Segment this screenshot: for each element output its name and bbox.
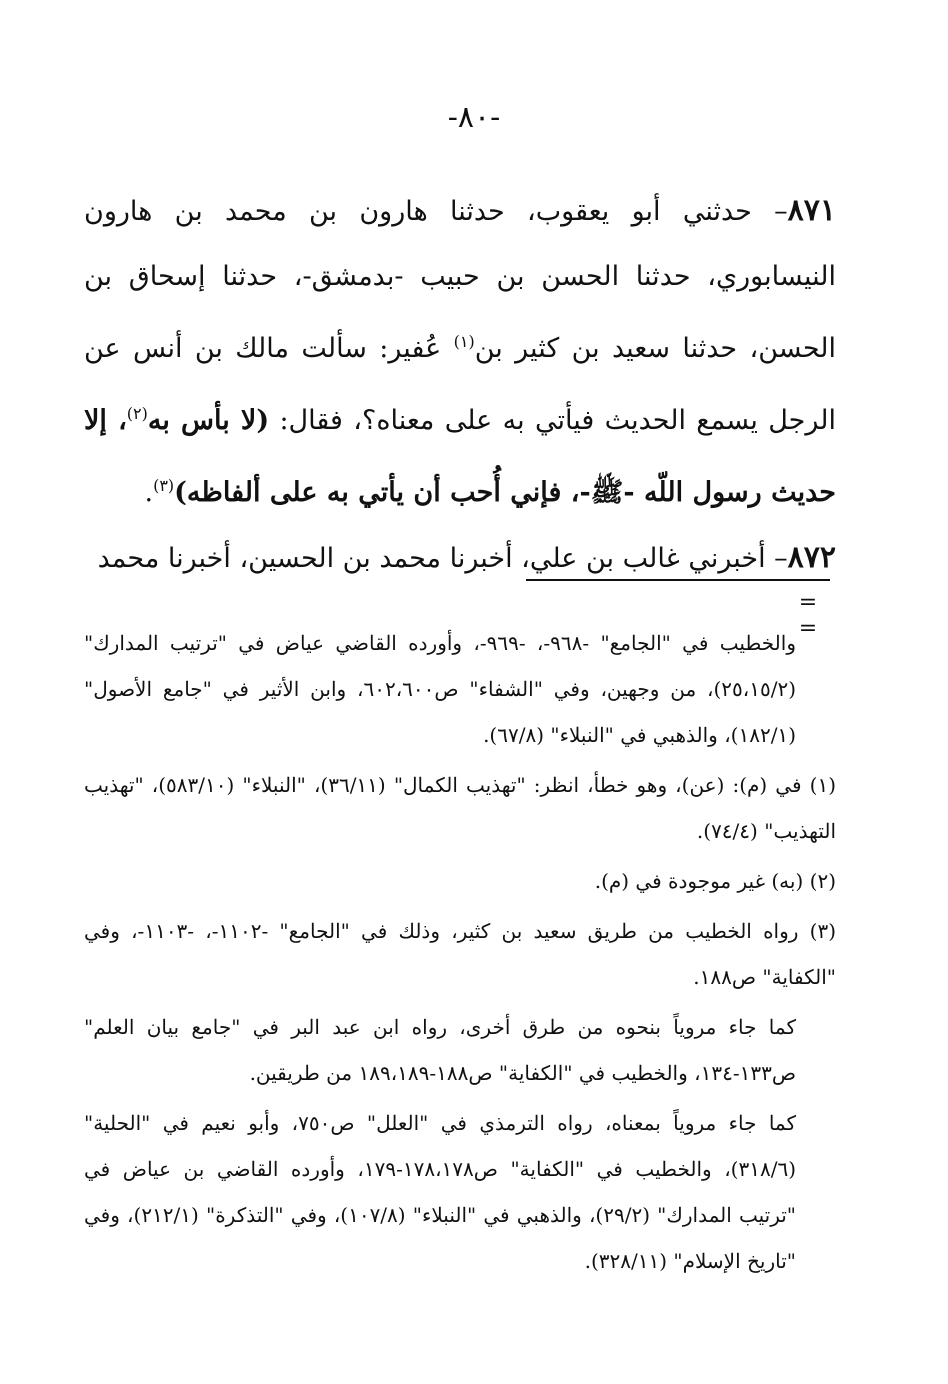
footnote: كما جاء مروياً بنحوه من طرق أخرى، رواه ابن عبد البر في "جامع بيان العلم" ص١٣٣-١٣٤، والخطيب في "الكفاية" ص١٨٨-١٨٩،١٨٩ من طريقين.	[84, 1015, 796, 1085]
hadith-entry	[84, 178, 836, 525]
text-run: – حدثني أبو يعقوب، حدثنا هارون بن محمد بن هارون النيسابوري، حدثنا الحسن بن حبيب -بدمشق-، حدثنا إسحاق بن الحسن، حدثنا سعيد بن كثير بن	[84, 196, 836, 364]
main-text	[84, 178, 836, 591]
text-run: – أخبرني غالب بن علي، أخبرنا محمد بن الحسين، أخبرنا محمد	[97, 543, 788, 574]
footnote: (١) في (م): (عن)، وهو خطأ، انظر: "تهذيب الكمال" (٣٦/١١)، "النبلاء" (٥٨٣/١٠)، "تهذيب التهذيب" (٧٤/٤).	[84, 773, 836, 843]
continuation-mark: = =	[798, 590, 824, 641]
entry-number: ٨٧١	[787, 193, 836, 228]
footnote: (٣) رواه الخطيب من طريق سعيد بن كثير، وذلك في "الجامع" -١١٠٢-، -١١٠٣-، وفي "الكفاية" ص١٨٨.	[84, 919, 837, 989]
quoted-text: ، إلا حديث رسول اللّه -ﷺ-، فإني أُحب أن يأتي به على ألفاظه)	[84, 405, 836, 508]
text-run: عُفير: سألت مالك بن أنس عن الرجل يسمع الحديث فيأتي به على معناه؟، فقال:	[84, 333, 837, 436]
footnote-ref: (٢)	[126, 404, 148, 423]
footnote: كما جاء مروياً بمعناه، رواه الترمذي في "العلل" ص٧٥٠، وأبو نعيم في "الحلية" (٣١٨/٦)، والخطيب في "الكفاية" ص١٧٨،١٧٨-١٧٩، وأورده القاضي بن عياض في "ترتيب المدارك" (٢٩/٢)، والذهبي في "النبلاء" (١٠٧/٨)، وفي "التذكرة" (٢١٢/١)، وفي "تاريخ الإسلام" (٣٢٨/١١).	[84, 1111, 797, 1273]
footnotes	[84, 620, 836, 1288]
footnote: (٢) (به) غير موجودة في (م).	[594, 869, 836, 893]
footnote-ref: (١)	[453, 332, 475, 351]
hadith-entry	[84, 525, 836, 591]
quoted-text: (لا بأس به	[147, 405, 270, 436]
entry-number: ٨٧٢	[787, 540, 836, 575]
text-run: .	[144, 477, 154, 508]
footnote-ref: (٣)	[153, 476, 175, 495]
footnote: والخطيب في "الجامع" -٩٦٨-، -٩٦٩-، وأورده القاضي عياض في "ترتيب المدارك" (٢٥،١٥/٢)، من وجهين، وفي "الشفاء" ص٦٠٢،٦٠٠، وابن الأثير في "جامع الأصول" (١٨٢/١)، والذهبي في "النبلاء" (٦٧/٨).	[84, 631, 796, 747]
page-number: -٨٠-	[447, 100, 501, 135]
footnote-separator	[526, 579, 830, 581]
